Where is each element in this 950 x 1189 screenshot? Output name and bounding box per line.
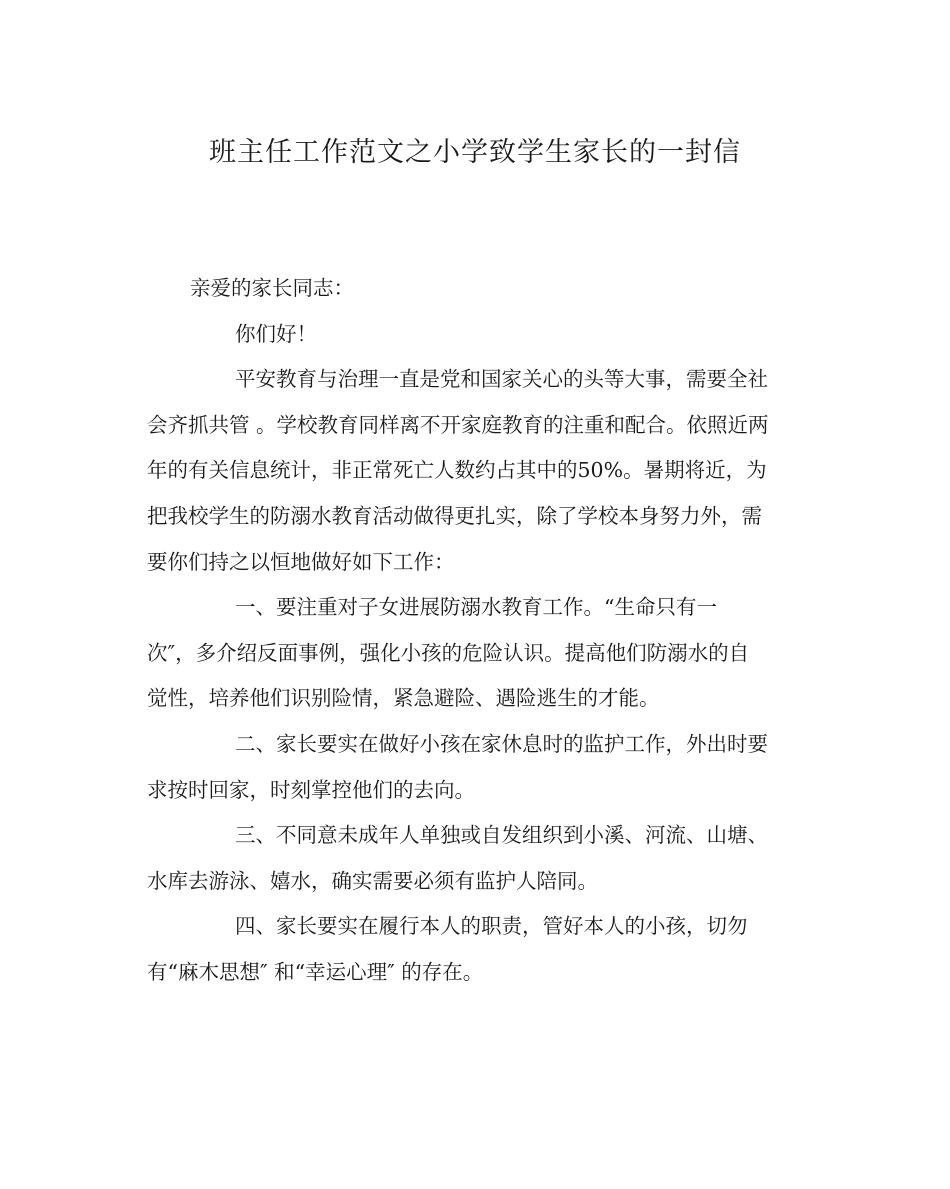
salutation: 亲爱的家长同志： <box>190 276 354 300</box>
text-line: 二、家长要实在做好小孩在家休息时的监护工作，外出时要 <box>235 731 768 756</box>
text-line: 四、家长要实在履行本人的职责，管好本人的小孩，切勿 <box>235 914 748 939</box>
text-line: 三、不同意未成年人单独或自发组织到小溪、河流、山塘、 <box>235 823 768 848</box>
text-line: 平安教育与治理一直是党和国家关心的头等大事，需要全社 <box>235 367 768 392</box>
text-line: 次″，多介绍反面事例，强化小孩的危险认识。提高他们防溺水的自 <box>147 640 750 665</box>
text-line: 觉性，培养他们识别险情，紧急避险、遇险逃生的才能。 <box>147 686 660 711</box>
text-line: 有“麻木思想″ 和“幸运心理″ 的存在。 <box>147 959 484 984</box>
text-line: 水库去游泳、嬉水，确实需要必须有监护人陪同。 <box>147 868 598 893</box>
text-line: 会齐抓共管 。学校教育同样离不开家庭教育的注重和配合。依照近两 <box>147 412 769 437</box>
document-title: 班主任工作范文之小学致学生家长的一封信 <box>209 137 741 168</box>
text-line: 求按时回家，时刻掌控他们的去向。 <box>147 777 475 802</box>
greeting: 你们好！ <box>235 321 317 346</box>
letter-body <box>147 266 807 996</box>
text-line: 把我校学生的防溺水教育活动做得更扎实，除了学校本身努力外，需 <box>147 503 762 528</box>
text-line: 要你们持之以恒地做好如下工作： <box>147 549 455 574</box>
text-line: 一、要注重对子女进展防溺水教育工作。“生命只有一 <box>235 595 717 620</box>
text-line: 年的有关信息统计，非正常死亡人数约占其中的50%。暑期将近，为 <box>147 458 767 483</box>
